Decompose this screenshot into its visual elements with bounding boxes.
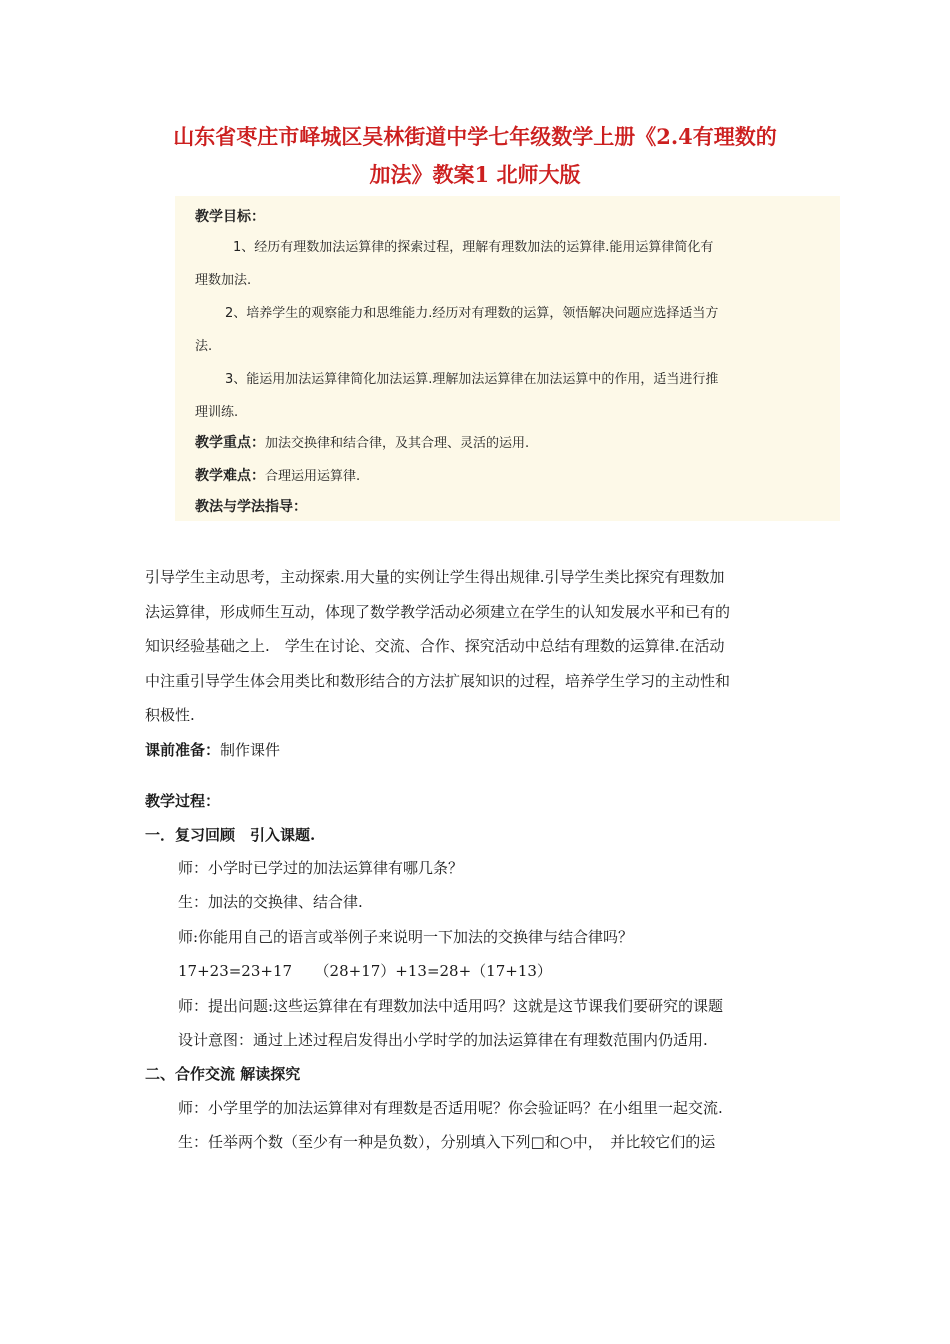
- intro-line-2: 法运算律，形成师生互动，体现了数学教学活动必须建立在学生的认知发展水平和已有的: [145, 603, 731, 621]
- section-1-line-2: 生：加法的交换律、结合律.: [178, 893, 363, 911]
- goal-1-line-2: 理数加法.: [195, 273, 252, 288]
- goal-1-line-1: 1、经历有理数加法运算律的探索过程，理解有理数加法的运算律.能用运算律简化有: [233, 240, 714, 255]
- key-points-text: 加法交换律和结合律，及其合理、灵活的运用.: [265, 436, 530, 451]
- title-line-1: 山东省枣庄市峄城区吴林街道中学七年级数学上册《2.4有理数的: [173, 124, 777, 149]
- teaching-goals-box: [175, 196, 840, 521]
- section-1-line-3: 师:你能用自己的语言或举例子来说明一下加法的交换律与结合律吗？: [178, 928, 634, 946]
- section-2-line-2: 生：任举两个数（至少有一种是负数），分别填入下列□和○中， 并比较它们的运: [178, 1133, 716, 1151]
- difficult-points-label: 教学难点：: [195, 468, 265, 484]
- preparation-label: 课前准备：: [145, 741, 221, 759]
- intro-line-5: 积极性.: [145, 706, 195, 724]
- intro-line-1: 引导学生主动思考，主动探索.用大量的实例让学生得出规律.引导学生类比探究有理数加: [145, 568, 725, 586]
- section-1-heading: 一．复习回顾 引入课题.: [145, 826, 316, 844]
- document-title: [120, 118, 830, 194]
- intro-line-4: 中注重引导学生体会用类比和数形结合的方法扩展知识的过程，培养学生学习的主动性和: [145, 672, 731, 690]
- preparation: [145, 739, 280, 760]
- goal-3-line-1: 3、能运用加法运算律简化加法运算.理解加法运算律在加法运算中的作用，适当进行推: [225, 372, 719, 387]
- title-line-2: 加法》教案1 北师大版: [369, 162, 581, 187]
- goal-2-line-1: 2、培养学生的观察能力和思维能力.经历对有理数的运算，领悟解决问题应选择适当方: [225, 306, 719, 321]
- section-1-line-5: 师：提出问题:这些运算律在有理数加法中适用吗？这就是这节课我们要研究的课题: [178, 997, 724, 1015]
- key-points: [195, 432, 529, 452]
- preparation-text: 制作课件: [220, 741, 281, 759]
- difficult-points-text: 合理运用运算律.: [265, 469, 361, 484]
- section-1-line-1: 师：小学时已学过的加法运算律有哪几条？: [178, 859, 464, 877]
- process-heading: 教学过程：: [145, 792, 221, 810]
- intro-line-3: 知识经验基础之上. 学生在讨论、交流、合作、探究活动中总结有理数的运算律.在活动: [145, 637, 725, 655]
- section-1-line-4: 17+23=23+17 （28+17）+13=28+（17+13）: [178, 962, 552, 980]
- goals-heading: 教学目标：: [195, 209, 265, 225]
- goal-3-line-2: 理训练.: [195, 405, 239, 420]
- section-1-line-6: 设计意图：通过上述过程启发得出小学时学的加法运算律在有理数范围内仍适用.: [178, 1031, 708, 1049]
- method-heading: 教法与学法指导：: [195, 499, 307, 515]
- goal-2-line-2: 法.: [195, 339, 213, 354]
- section-2-line-1: 师：小学里学的加法运算律对有理数是否适用呢？你会验证吗？在小组里一起交流.: [178, 1099, 723, 1117]
- key-points-label: 教学重点：: [195, 435, 265, 451]
- section-2-heading: 二、合作交流 解读探究: [145, 1065, 301, 1083]
- difficult-points: [195, 465, 360, 485]
